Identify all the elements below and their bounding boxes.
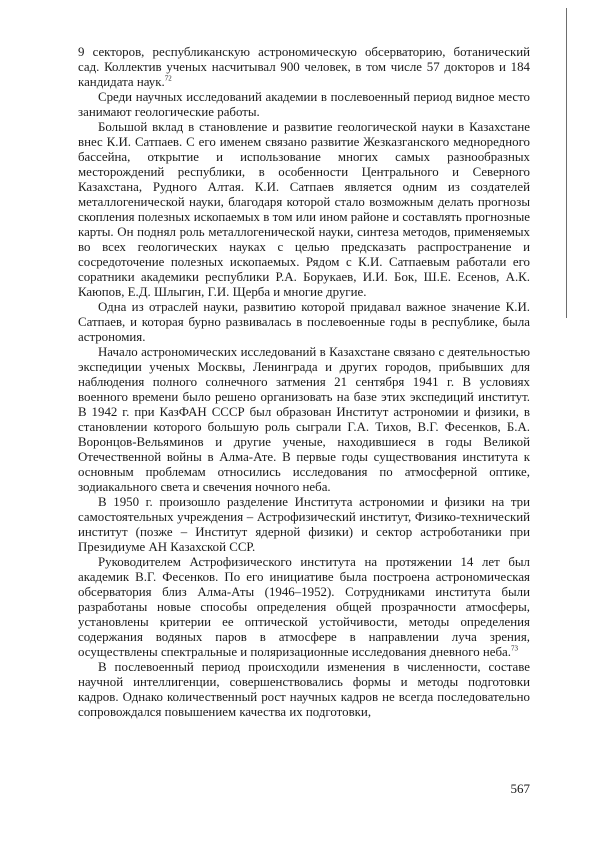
paragraph-2: [78, 90, 530, 120]
paragraph-7: [78, 555, 530, 660]
paragraph-7-text: Руководителем Астрофизического института на протяжении 14 лет был академик В.Г. Фесенков. По его инициативе была построена астрономическая обсерватория близ Алма-Аты (1946–1952). Сотрудниками института были разработаны новые способы определения общей прозрачности атмосферы, установлены критерии ее оптической устойчивости, методы определения содержания водяных паров в атмосфере в направлении луча зрения, осуществлены спектральные и поляризационные исследования дневного неба.: [78, 555, 530, 659]
paragraph-4: [78, 300, 530, 345]
footnote-ref-72[interactable]: 72: [164, 74, 172, 83]
paragraph-6-text: В 1950 г. произошло разделение Института астрономии и физики на три самостоятельных учреждения – Астрофизический институт, Физико-технический институт (позже – Институт ядерной физики) и сектор астроботаники при Президиуме АН Казахской ССР.: [78, 495, 530, 554]
paragraph-8: [78, 660, 530, 720]
paragraph-3: [78, 120, 530, 300]
paragraph-1: [78, 45, 530, 90]
paragraph-2-text: Среди научных исследований академии в послевоенный период видное место занимают геологические работы.: [78, 90, 530, 119]
paragraph-6: [78, 495, 530, 555]
page-binding-edge: [566, 8, 567, 318]
paragraph-8-text: В послевоенный период происходили изменения в численности, составе научной интеллигенции, совершенствовались формы и методы подготовки кадров. Однако количественный рост научных кадров не всегда последовательно сопровождался повышением качества их подготовки,: [78, 660, 530, 719]
paragraph-4-text: Одна из отраслей науки, развитию которой придавал важное значение К.И. Сатпаев, и которая бурно развивалась в послевоенные годы в республике, была астрономия.: [78, 300, 530, 344]
paragraph-5: [78, 345, 530, 495]
page-number: 567: [510, 781, 530, 796]
paragraph-3-text: Большой вклад в становление и развитие геологической науки в Казахстане внес К.И. Сатпаев. С его именем связано развитие Жезказганского медноредного бассейна, открытие и использование многих самых разнообразных месторождений республики, в особенности Центрального и Северного Казахстана, Рудного Алтая. К.И. Сатпаев является одним из создателей металлогенической науки, благодаря которой стало возможным делать прогнозы скопления полезных ископаемых в том или ином районе и составлять прогнозные карты. Он поднял роль металлогенической науки, синтеза методов, применяемых во всех геологических науках с целью предсказать распространение и сосредоточение полезных ископаемых. Рядом с К.И. Сатпаевым работали его соратники академики республики Р.А. Борукаев, И.И. Бок, Ш.Е. Есенов, А.К. Каюпов, Е.Д. Шлыгин, Г.И. Щерба и многие другие.: [78, 120, 530, 299]
paragraph-5-text: Начало астрономических исследований в Казахстане связано с деятельностью экспедиции ученых Москвы, Ленинграда и других городов, прибывших для наблюдения полного солнечного затмения 21 сентября 1941 г. В условиях военного времени было решено организовать на базе этих экспедиций институт. В 1942 г. при КазФАН СССР был образован Институт астрономии и физики, в становлении которого большую роль сыграли Г.А. Тихов, В.Г. Фесенков, Б.А. Воронцов-Вельяминов и другие ученые, находившиеся в годы Великой Отечественной войны в Алма-Ате. В первые годы существования института к основным проблемам относились исследования по атмосферной оптике, зодиакального света и свечения ночного неба.: [78, 345, 530, 494]
paragraph-1-text: 9 секторов, республиканскую астрономическую обсерваторию, ботанический сад. Коллектив ученых насчитывал 900 человек, в том числе 57 докторов и 184 кандидата наук.: [78, 45, 530, 89]
body-text: [78, 45, 530, 720]
footnote-ref-73[interactable]: 73: [511, 644, 519, 653]
